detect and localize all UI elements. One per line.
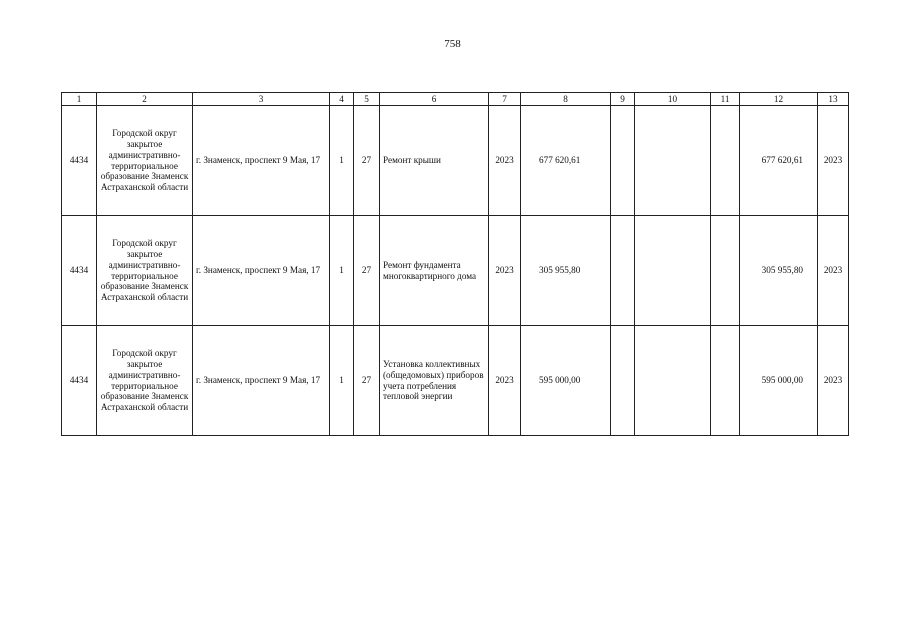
column-header: 1 — [62, 93, 97, 106]
total-cell: 305 955,80 — [740, 216, 818, 326]
column-number-row — [62, 93, 849, 106]
column-5-cell: 27 — [354, 216, 380, 326]
column-header: 11 — [711, 93, 740, 106]
year-cell: 2023 — [489, 216, 521, 326]
address-cell: г. Знаменск, проспект 9 Мая, 17 — [193, 216, 330, 326]
row-id-cell: 4434 — [62, 106, 97, 216]
work-type-cell: Установка коллективных (общедомовых) приборов учета потребления тепловой энергии — [380, 326, 489, 436]
column-9-cell — [611, 216, 635, 326]
column-header: 3 — [193, 93, 330, 106]
table-row — [62, 216, 849, 326]
row-id-cell: 4434 — [62, 326, 97, 436]
column-9-cell — [611, 106, 635, 216]
table-row — [62, 326, 849, 436]
municipality-cell: Городской округ закрытое административно-территориальное образование Знаменск Астраханской области — [97, 326, 193, 436]
total-cell: 677 620,61 — [740, 106, 818, 216]
end-year-cell: 2023 — [818, 326, 849, 436]
column-4-cell: 1 — [330, 326, 354, 436]
address-cell: г. Знаменск, проспект 9 Мая, 17 — [193, 106, 330, 216]
column-header: 8 — [521, 93, 611, 106]
work-type-cell: Ремонт крыши — [380, 106, 489, 216]
column-11-cell — [711, 106, 740, 216]
column-10-cell — [635, 326, 711, 436]
column-10-cell — [635, 216, 711, 326]
column-header: 7 — [489, 93, 521, 106]
end-year-cell: 2023 — [818, 106, 849, 216]
work-type-cell: Ремонт фундамента многоквартирного дома — [380, 216, 489, 326]
cost-cell: 677 620,61 — [521, 106, 611, 216]
cost-cell: 305 955,80 — [521, 216, 611, 326]
total-cell: 595 000,00 — [740, 326, 818, 436]
column-4-cell: 1 — [330, 106, 354, 216]
column-11-cell — [711, 326, 740, 436]
column-header: 12 — [740, 93, 818, 106]
end-year-cell: 2023 — [818, 216, 849, 326]
column-header: 6 — [380, 93, 489, 106]
cost-cell: 595 000,00 — [521, 326, 611, 436]
column-header: 13 — [818, 93, 849, 106]
column-header: 5 — [354, 93, 380, 106]
repair-program-table — [61, 92, 849, 436]
municipality-cell: Городской округ закрытое административно-территориальное образование Знаменск Астраханской области — [97, 216, 193, 326]
column-5-cell: 27 — [354, 326, 380, 436]
row-id-cell: 4434 — [62, 216, 97, 326]
address-cell: г. Знаменск, проспект 9 Мая, 17 — [193, 326, 330, 436]
column-header: 2 — [97, 93, 193, 106]
column-11-cell — [711, 216, 740, 326]
page-number: 758 — [444, 38, 461, 50]
year-cell: 2023 — [489, 106, 521, 216]
year-cell: 2023 — [489, 326, 521, 436]
column-4-cell: 1 — [330, 216, 354, 326]
column-9-cell — [611, 326, 635, 436]
column-10-cell — [635, 106, 711, 216]
column-header: 10 — [635, 93, 711, 106]
column-5-cell: 27 — [354, 106, 380, 216]
municipality-cell: Городской округ закрытое административно-территориальное образование Знаменск Астраханской области — [97, 106, 193, 216]
table-row — [62, 106, 849, 216]
column-header: 4 — [330, 93, 354, 106]
column-header: 9 — [611, 93, 635, 106]
